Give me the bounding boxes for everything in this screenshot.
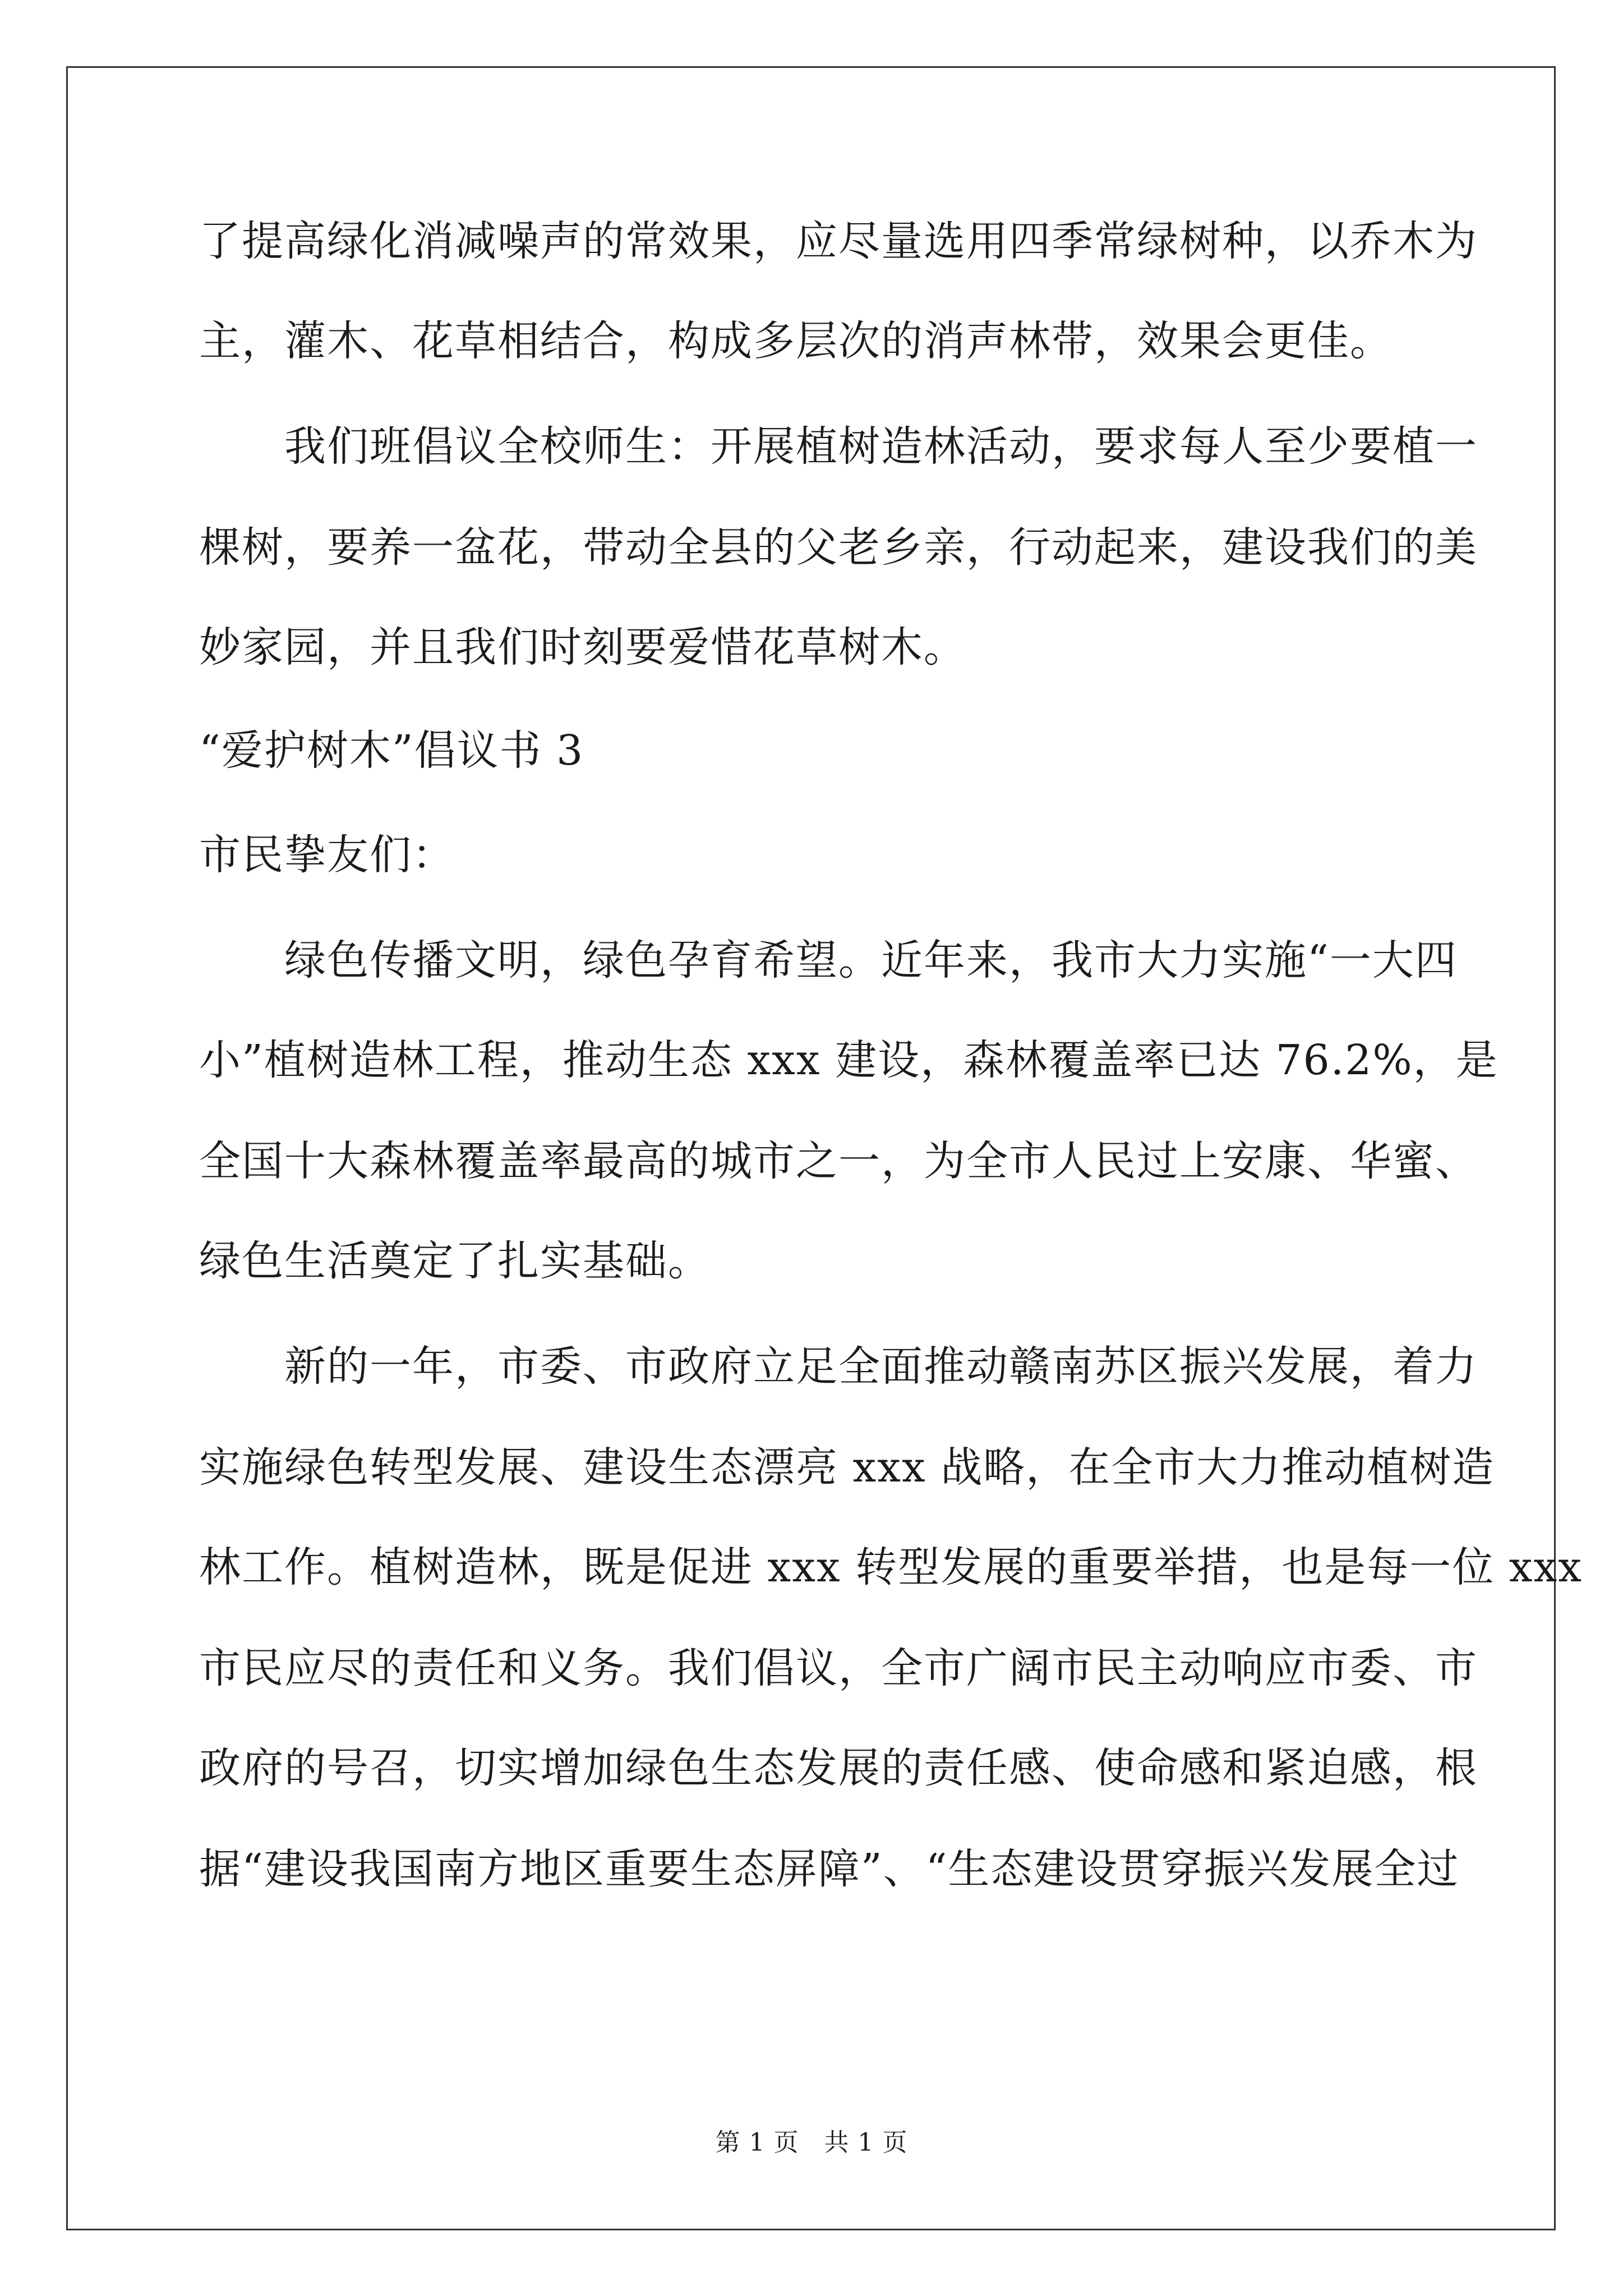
text-line: 我们班倡议全校师生：开展植树造林活动，要求每人至少要植一: [199, 422, 1478, 471]
text-line: 政府的号召，切实增加绿色生态发展的责任感、使命感和紧迫感，根: [199, 1744, 1478, 1792]
section-title: “爱护树木”倡议书 3: [199, 726, 584, 775]
text-line: 市民应尽的责任和义务。我们倡议，全市广阔市民主动响应市委、市: [199, 1644, 1478, 1692]
text-line: 妙家园，并且我们时刻要爱惜花草树木。: [199, 623, 966, 671]
text-line: 小”植树造林工程，推动生态 xxx 建设，森林覆盖率已达 76.2%，是: [199, 1036, 1498, 1084]
text-line: 据“建设我国南方地区重要生态屏障”、“生态建设贯穿振兴发展全过: [199, 1845, 1460, 1893]
text-line: 了提高绿化消减噪声的常效果，应尽量选用四季常绿树种，以乔木为: [199, 217, 1478, 265]
text-line: 实施绿色转型发展、建设生态漂亮 xxx 战略，在全市大力推动植树造: [199, 1443, 1495, 1492]
text-line: 全国十大森林覆盖率最高的城市之一，为全市人民过上安康、华蜜、: [199, 1137, 1478, 1185]
text-line: 棵树，要养一盆花，带动全县的父老乡亲，行动起来，建设我们的美: [199, 523, 1478, 572]
text-line: 绿色传播文明，绿色孕育希望。近年来，我市大力实施“一大四: [199, 936, 1458, 984]
text-line: 新的一年，市委、市政府立足全面推动赣南苏区振兴发展，着力: [199, 1342, 1478, 1391]
salutation: 市民挚友们：: [199, 831, 455, 879]
text-line: 绿色生活奠定了扎实基础。: [199, 1237, 711, 1285]
text-line: 主，灌木、花草相结合，构成多层次的消声林带，效果会更佳。: [199, 317, 1393, 365]
text-line: 林工作。植树造林，既是促进 xxx 转型发展的重要举措，也是每一位 xxx: [199, 1543, 1583, 1591]
page-footer: 第 1 页 共 1 页: [715, 2128, 908, 2157]
